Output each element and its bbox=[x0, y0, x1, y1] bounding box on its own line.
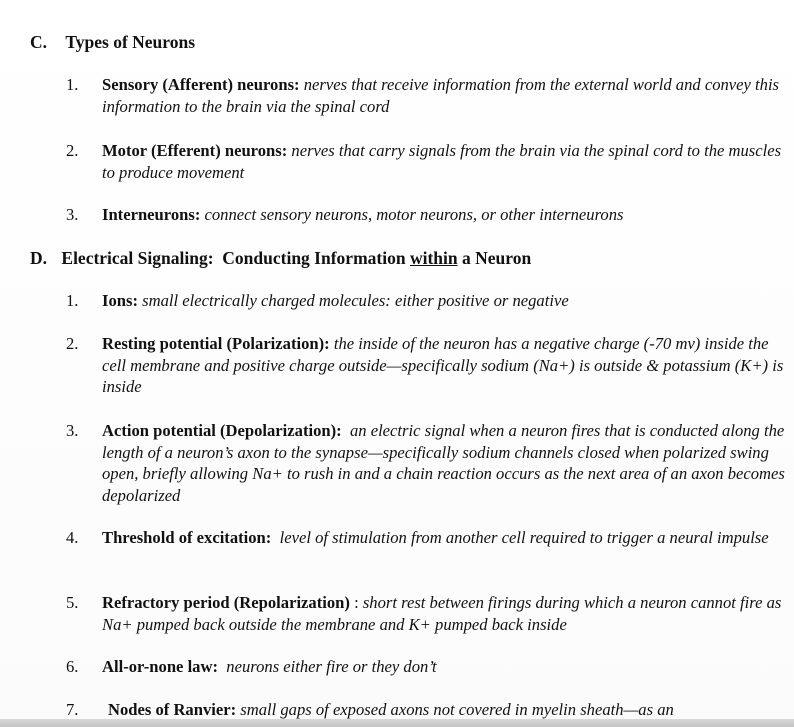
list-item bbox=[66, 204, 786, 226]
item-definition: an electric signal when a neuron fires that is conducted along the length of a neuron’s axon to the synapse—specifically sodium channels closed when polarized swing open, briefly allowing Na+ to rush in and a chain reaction occurs as the next area of an axon becomes depolarized bbox=[102, 421, 785, 505]
list-item bbox=[66, 699, 786, 721]
item-definition: neurons either fire or they don’t bbox=[226, 657, 437, 676]
item-term: Interneurons bbox=[102, 205, 195, 224]
list-item bbox=[66, 74, 786, 118]
item-term: Nodes of Ranvier: bbox=[108, 700, 237, 719]
item-term-colon: : bbox=[336, 421, 342, 440]
list-item bbox=[66, 140, 786, 184]
item-definition: the inside of the neuron has a negative charge (-70 mv) inside the cell membrane and positive charge outside—specifically sodium (Na+) is outside & potassium (K+) is inside bbox=[102, 334, 784, 396]
item-text bbox=[102, 420, 792, 506]
list-item bbox=[66, 333, 786, 399]
item-term: Motor (Efferent) neurons: bbox=[102, 141, 288, 160]
item-term: Sensory (Afferent) neurons: bbox=[102, 75, 300, 94]
item-definition: nerves that receive information from the external world and convey this information to the brain via the spinal cord bbox=[102, 75, 780, 116]
item-text bbox=[102, 592, 792, 635]
item-number: 6. bbox=[66, 657, 79, 676]
section-d-title bbox=[61, 248, 531, 269]
item-term-colon: : bbox=[349, 593, 359, 612]
item-number: 1. bbox=[66, 291, 79, 310]
item-number: 3. bbox=[66, 421, 79, 440]
section-d-title-text: Electrical Signaling: Conducting Information bbox=[61, 248, 406, 268]
item-term: Action potential (Depolarization) bbox=[102, 421, 337, 440]
list-item bbox=[66, 527, 786, 571]
item-text bbox=[102, 140, 792, 183]
item-definition: nerves that carry signals from the brain via the spinal cord to the muscles to produce movement bbox=[102, 141, 782, 182]
section-d-title-end: a Neuron bbox=[461, 248, 532, 268]
item-term: All-or-none law: bbox=[102, 657, 218, 676]
item-term: Resting potential (Polarization): bbox=[102, 334, 330, 353]
item-text bbox=[102, 204, 792, 226]
item-number: 4. bbox=[66, 528, 79, 547]
section-d-title-emphasis: within bbox=[409, 248, 458, 268]
section-d-heading bbox=[30, 248, 531, 269]
item-number: 2. bbox=[66, 141, 79, 160]
item-number: 5. bbox=[66, 593, 79, 612]
page-bottom-edge bbox=[0, 719, 794, 727]
item-number: 7. bbox=[66, 700, 79, 719]
item-text bbox=[102, 74, 792, 117]
item-term: Ions bbox=[102, 291, 133, 310]
section-c-title: Types of Neurons bbox=[65, 32, 196, 52]
section-c-letter: C. bbox=[30, 32, 48, 52]
item-definition: short rest between firings during which a neuron cannot fire as Na+ pumped back outside the membrane and K+ pumped back inside bbox=[102, 593, 782, 634]
item-term: Threshold of excitation: bbox=[102, 528, 272, 547]
list-item bbox=[66, 290, 786, 312]
list-item bbox=[66, 656, 786, 678]
item-number: 1. bbox=[66, 75, 79, 94]
item-text bbox=[102, 656, 792, 678]
item-definition: small gaps of exposed axons not covered in myelin sheath—as an bbox=[240, 700, 674, 719]
item-term: Refractory period (Repolarization) bbox=[102, 593, 350, 612]
item-definition: level of stimulation from another cell required to trigger a neural impulse bbox=[279, 528, 769, 547]
item-text bbox=[102, 333, 792, 398]
item-text bbox=[102, 527, 792, 549]
item-term-colon: : bbox=[194, 205, 201, 224]
section-d-letter: D. bbox=[30, 248, 48, 268]
list-item bbox=[66, 420, 786, 508]
section-c-heading bbox=[30, 32, 195, 53]
item-definition: small electrically charged molecules: either positive or negative bbox=[142, 291, 569, 310]
item-text bbox=[108, 699, 794, 721]
item-text bbox=[102, 290, 792, 312]
item-number: 3. bbox=[66, 205, 79, 224]
item-definition: connect sensory neurons, motor neurons, or other interneurons bbox=[204, 205, 624, 224]
item-term-colon: : bbox=[132, 291, 138, 310]
item-number: 2. bbox=[66, 334, 79, 353]
list-item bbox=[66, 592, 786, 636]
